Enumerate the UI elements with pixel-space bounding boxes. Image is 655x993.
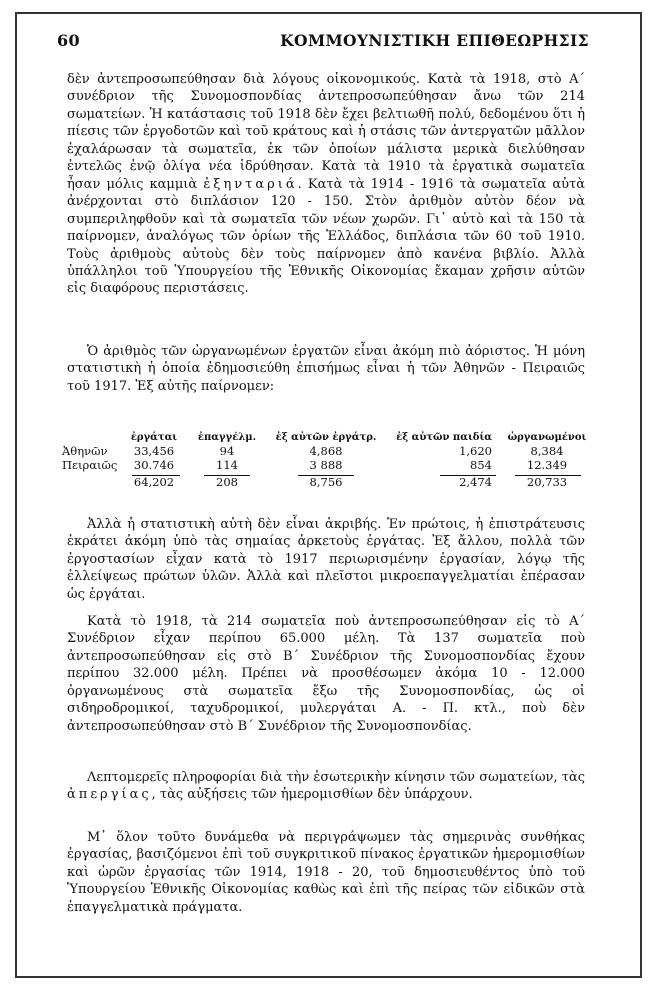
col-header-workers: ἐργάται (130, 432, 178, 443)
table-row (62, 444, 592, 458)
total-cell: 2,474 (459, 475, 492, 489)
table-cell: 4,868 (309, 444, 343, 458)
col-header-women-workers: ἐξ αὐτῶν ἐργάτρ. (275, 432, 377, 443)
total-cell: 208 (216, 475, 238, 489)
spaced-emphasis-2: ἀπεργίας (67, 787, 152, 803)
table-header-row (62, 431, 592, 444)
page-number: 60 (57, 31, 81, 50)
table-cell: 30.746 (133, 458, 175, 472)
table-row (62, 458, 592, 472)
total-cell: 64,202 (133, 475, 175, 489)
paragraph-5-text-a: Λεπτομερεῖς πληροφορίαι διὰ τὴν ἐσωτερικὴν κίνησιν τῶν σωματείων, τὰς (87, 770, 585, 785)
statistics-table (62, 431, 592, 489)
table-cell: 1,620 (459, 444, 492, 458)
paragraph-5-text-b: , τὰς αὐξήσεις τῶν ἡμερομισθίων δὲν ὑπάρχουν. (151, 787, 473, 803)
paragraph-1 (67, 71, 585, 298)
paragraph-1-text-b: . Κατὰ τὰ 1914 - 1916 τὰ σωματεῖα αὐτὰ ἀνέρχονται στὸ διπλάσιον 120 - 150. Στὸν ἀριθμὸν αὐτὸν δέον νὰ συμπεριληφθοῦν καὶ τὰ σωματεῖα τῶν νέων χωρῶν. Γι᾿ αὐτὸ καὶ τὰ 150 τὰ παίρνομεν, ἀναλόγως τῶν ὁρίων τῆς Ἑλλάδος, διπλάσια τῶν 60 τοῦ 1910. Τοὺς ἀριθμοὺς αὐτοὺς δὲν τοὺς παίρνομεν ἀπὸ κανένα βιβλίο. Ἀλλὰ ὑπάλληλοι τοῦ Ὑπουργείου τῆς Ἐθνικῆς Οἰκονομίας ἔκαμαν χρῆσιν αὐτῶν εἰς διαφόρους περιστάσεις. (67, 176, 585, 297)
table-cell: 33,456 (133, 444, 175, 458)
table-cell: 8,384 (530, 444, 564, 458)
table-cell: 12.349 (526, 458, 568, 472)
table-totals-row (62, 475, 592, 489)
table-cell: 3 888 (309, 458, 343, 472)
col-header-organized: ὠργανωμένοι (507, 432, 587, 443)
table-cell: 114 (216, 458, 238, 472)
paragraph-5 (67, 769, 585, 804)
table-cell: 854 (470, 458, 492, 472)
col-header-professions: ἐπαγγέλμ. (197, 432, 257, 443)
paragraph-2: Ὁ ἀριθμὸς τῶν ὠργανωμένων ἐργατῶν εἶναι ἀκόμη πιὸ ἀόριστος. Ἡ μόνη στατιστικὴ ἡ ὁποία ἐδημοσιεύθη ἐπισήμως εἶναι ἡ τῶν Ἀθηνῶν - Πειραιῶς τοῦ 1917. Ἐξ αὐτῆς παίρνομεν: (67, 344, 585, 394)
journal-title: ΚΟΜΜΟΥΝΙΣΤΙΚΗ ΕΠΙΘΕΩΡΗΣΙΣ (280, 31, 589, 50)
running-header (57, 31, 589, 50)
paragraph-3: Ἀλλὰ ἡ στατιστικὴ αὐτὴ δὲν εἶναι ἀκριβής. Ἐν πρώτοις, ἡ ἐπιστράτευσις ἐκράτει ἀκόμη ὑπὸ τὰς σημαίας ἀρκετοὺς ἐργάτας. Ἐξ ἄλλου, πολλὰ τῶν ἐργοστασίων εἶχαν κατὰ τὸ 1917 περιωρισμένην ἐργασίαν, λόγῳ τῆς ἐλλείψεως πρώτων ὑλῶν. Ἀλλὰ καὶ πλεῖστοι μικροεπαγγελματίαι ἐπέρασαν ὡς ἐργάται. (67, 517, 585, 602)
paragraph-6: Μ᾿ ὅλον τοῦτο δυνάμεθα νὰ περιγράψωμεν τὰς σημερινὰς συνθήκας ἐργασίας, βασιζόμενοι ἐπὶ τοῦ συγκριτικοῦ πίνακος ἐργατικῶν ἡμερομισθίων καὶ ὡρῶν ἐργασίας τῶν 1914, 1918 - 20, τοῦ δημοσιευθέντος ὑπὸ τοῦ Ὑπουργείου Ἐθνικῆς Οἰκονομίας καθὼς καὶ ἐπὶ τῆς πείρας τῶν εἰδικῶν στὰ ἐπαγγελματικὰ πράγματα. (67, 830, 585, 915)
total-cell: 20,733 (526, 475, 568, 489)
paragraph-1-text-a: δὲν ἀντεπροσωπεύθησαν διὰ λόγους οἰκονομικούς. Κατὰ τὰ 1918, στὸ Α΄ συνέδριον τῆς Συνομοσπονδίας ἀντεπροσωπεύθησαν ἄνω τῶν 214 σωματείων. Ἡ κατάστασις τοῦ 1918 δὲν ἔχει βελτιωθῆ πολύ, δεδομένου ὅτι ἡ πίεσις τῶν ἐργοδοτῶν καὶ τοῦ κράτους καὶ ἡ στάσις τῶν ἀντεργατῶν μᾶλλον ἐχαλάρωσαν τὰ σωματεῖα, ἐκ τῶν ὁποίων μάλιστα μερικὰ διελύθησαν ἐντελῶς ἐνῷ ὀλίγα νέα ἱδρύθησαν. Κατὰ τὰ 1910 τὰ ἐργατικὰ σωματεῖα ἦσαν μόλις καμμιὰ (67, 72, 585, 192)
spaced-emphasis-1: ἐξηνταριά (203, 176, 298, 192)
row-label: Πειραιῶς (62, 458, 118, 472)
col-header-children: ἐξ αὐτῶν παιδία (396, 432, 492, 443)
table-cell: 94 (219, 444, 235, 458)
row-label: Ἀθηνῶν (62, 444, 108, 458)
paragraph-4: Κατὰ τὸ 1918, τὰ 214 σωματεῖα ποὺ ἀντεπροσωπεύθησαν εἰς τὸ Α΄ Συνέδριον εἶχαν περίπου 65.000 μέλη. Τὰ 137 σωματεῖα ποὺ ἀντεπροσωπεύθησαν εἰς στὸ Β΄ Συνέδριον τῆς Συνομοσπονδίας ἔχουν περίπου 32.000 μέλη. Πρέπει νὰ προσθέσωμεν ἀκόμα 10 - 12.000 ὀργανωμένους στὰ σωματεῖα ἔξω τῆς Συνομοσπονδίας, ὡς οἱ σιδηροδρομικοί, ταχυδρομικοί, μυλεργάται Α. - Π. κτλ., ποὺ δὲν ἀντεπροσωπεύθησαν στὸ Β΄ Συνέδριον τῆς Συνομοσπονδίας. (67, 614, 585, 734)
total-cell: 8,756 (309, 475, 343, 489)
